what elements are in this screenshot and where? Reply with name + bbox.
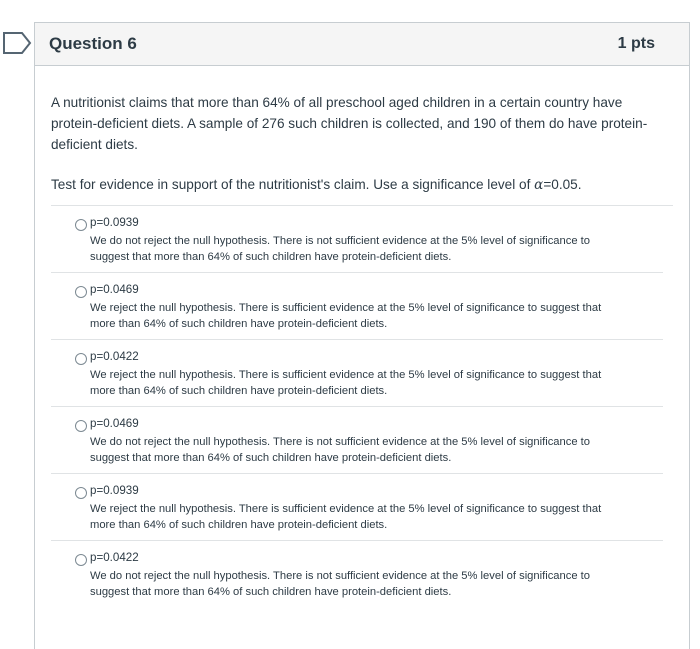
radio-button[interactable]: [75, 554, 87, 566]
answer-option-4[interactable]: [51, 407, 663, 474]
answer-explanation: We reject the null hypothesis. There is sufficient evidence at the 5% level of significance to suggest that more than 64% of such children have protein-deficient diets.: [90, 369, 602, 397]
answer-explanation: We do not reject the null hypothesis. There is not sufficient evidence at the 5% level of significance to suggest that more than 64% of such children have protein-deficient diets.: [90, 570, 591, 598]
alpha-value: =0.05.: [543, 177, 582, 192]
question-body: [35, 66, 689, 607]
radio-button[interactable]: [75, 286, 87, 298]
answer-p-value: p=0.0469: [90, 417, 139, 430]
question-points: 1 pts: [617, 35, 655, 52]
alpha-symbol: α: [534, 177, 544, 193]
answer-explanation: We do not reject the null hypothesis. There is not sufficient evidence at the 5% level of significance to suggest that more than 64% of such children have protein-deficient diets.: [90, 436, 591, 464]
answer-explanation: We do not reject the null hypothesis. There is not sufficient evidence at the 5% level of significance to suggest that more than 64% of such children have protein-deficient diets.: [90, 235, 591, 263]
radio-button[interactable]: [75, 420, 87, 432]
question-card: [34, 22, 690, 649]
question-text: A nutritionist claims that more than 64% of all preschool aged children in a certain country have protein-deficient diets. A sample of 276 such children is collected, and 190 of them do have protein-deficient diets.: [51, 95, 648, 152]
answer-p-value: p=0.0939: [90, 484, 139, 497]
answer-explanation: We reject the null hypothesis. There is sufficient evidence at the 5% level of significance to suggest that more than 64% of such children have protein-deficient diets.: [90, 503, 602, 531]
radio-button[interactable]: [75, 487, 87, 499]
radio-button[interactable]: [75, 219, 87, 231]
answer-p-value: p=0.0469: [90, 283, 139, 296]
answer-option-3[interactable]: [51, 340, 663, 407]
bookmark-flag-icon[interactable]: [0, 30, 34, 56]
instruction-text: Test for evidence in support of the nutritionist's claim. Use a significance level of: [51, 177, 531, 192]
answer-option-2[interactable]: [51, 273, 663, 340]
answer-list: [51, 205, 673, 607]
answer-option-5[interactable]: [51, 474, 663, 541]
answer-explanation: We reject the null hypothesis. There is sufficient evidence at the 5% level of significance to suggest that more than 64% of such children have protein-deficient diets.: [90, 302, 602, 330]
question-instruction: [51, 175, 673, 195]
radio-button[interactable]: [75, 353, 87, 365]
answer-p-value: p=0.0422: [90, 350, 139, 363]
answer-p-value: p=0.0422: [90, 551, 139, 564]
question-title: Question 6: [49, 34, 137, 53]
answer-p-value: p=0.0939: [90, 216, 139, 229]
answer-option-6[interactable]: [51, 541, 663, 607]
answer-option-1[interactable]: [51, 206, 663, 273]
question-header: [35, 23, 689, 66]
